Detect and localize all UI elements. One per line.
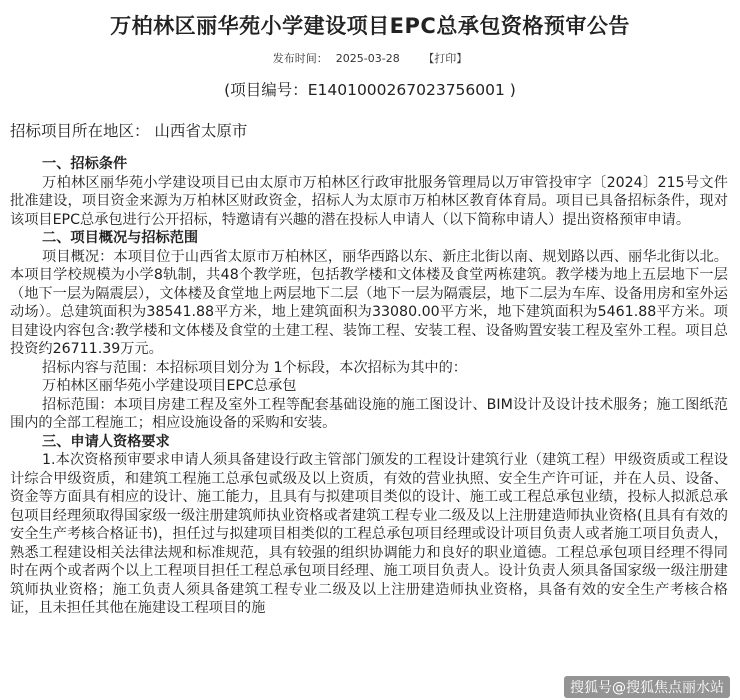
section-heading-conditions: 一、招标条件: [42, 156, 128, 172]
watermark: 搜狐号@搜狐焦点丽水站: [564, 676, 730, 698]
paragraph-overview: 项目概况：本项目位于山西省太原市万柏林区，丽华西路以东、新庄北街以南、规划路以西、丽华北街以北。本项目学校规模为小学8轨制，共48个教学班，包括教学楼和文体楼及食堂两栋建筑。教学楼为地上五层地下一层（地下一层为隔震层），文体楼及食堂地上两层地下二层（地下一层为隔震层，地下二层为车库、设备用房和室外运动场）。总建筑面积为38541.88平方米，地上建筑面积为33080.00平方米，地下建筑面积为5461.88平方米。项目建设内容包含:教学楼和文体楼及食堂的土建工程、装饰工程、安装工程、设备购置安装工程及室外工程。项目总投资约26711.39万元。: [10, 248, 728, 357]
section-heading-overview: 二、项目概况与招标范围: [42, 230, 199, 246]
project-region: 招标项目所在地区： 山西省太原市: [10, 122, 248, 140]
paragraph-lot-name: 万柏林区丽华苑小学建设项目EPC总承包: [42, 378, 297, 394]
print-button[interactable]: 【打印】: [423, 52, 468, 65]
project-number: (项目编号：E1401000267023756001 ): [224, 81, 516, 99]
paragraph-conditions: 万柏林区丽华苑小学建设项目已由太原市万柏林区行政审批服务管理局以万审管投审字〔2024〕215号文件批准建设，项目资金来源为万柏林区财政资金，招标人为太原市万柏林区教育体育局。项目已具备招标条件，现对该项目EPC总承包进行公开招标，特邀请有兴趣的潜在投标人申请人（以下简称申请人）提出资格预审申请。: [10, 174, 728, 228]
publish-label: 发布时间：: [272, 52, 328, 65]
publish-meta: [0, 50, 740, 66]
section-heading-qualification: 三、申请人资格要求: [42, 433, 170, 450]
paragraph-scope-intro: 招标内容与范围：本招标项目划分为 1个标段，本次招标为其中的：: [42, 359, 467, 376]
publish-date: 2025-03-28: [335, 52, 400, 65]
page-title: 万柏林区丽华苑小学建设项目EPC总承包资格预审公告: [110, 14, 630, 38]
announcement-body: [10, 155, 728, 618]
paragraph-scope: 招标范围：本项目房建工程及室外工程等配套基础设施的施工图设计、BIM设计及设计技术服务；施工图纸范围内的全部工程施工；相应设施设备的采购和安装。: [10, 396, 728, 431]
paragraph-qualification: 1.本次资格预审要求申请人须具备建设行政主管部门颁发的工程设计建筑行业（建筑工程）甲级资质或工程设计综合甲级资质，和建筑工程施工总承包贰级及以上资质，有效的营业执照、安全生产许可证，并在人员、设备、资金等方面具有相应的设计、施工能力，且具有与拟建项目类似的设计、施工或工程总承包业绩，投标人拟派总承包项目经理须取得国家级一级注册建筑师执业资格或者建筑工程专业二级及以上注册建造师执业资格(且具有有效的安全生产考核合格证书)，担任过与拟建项目相类似的工程总承包项目经理或设计项目负责人或者施工项目负责人，熟悉工程建设相关法律法规和标准规范，具有较强的组织协调能力和良好的职业道德。工程总承包项目经理不得同时在两个或者两个以上工程项目担任工程总承包项目经理、施工项目负责人。设计负责人须具备国家级一级注册建筑师执业资格；施工负责人须具备建筑工程专业二级及以上注册建造师执业资格，具备有效的安全生产考核合格证，且未担任其他在施建设工程项目的施: [10, 452, 728, 616]
